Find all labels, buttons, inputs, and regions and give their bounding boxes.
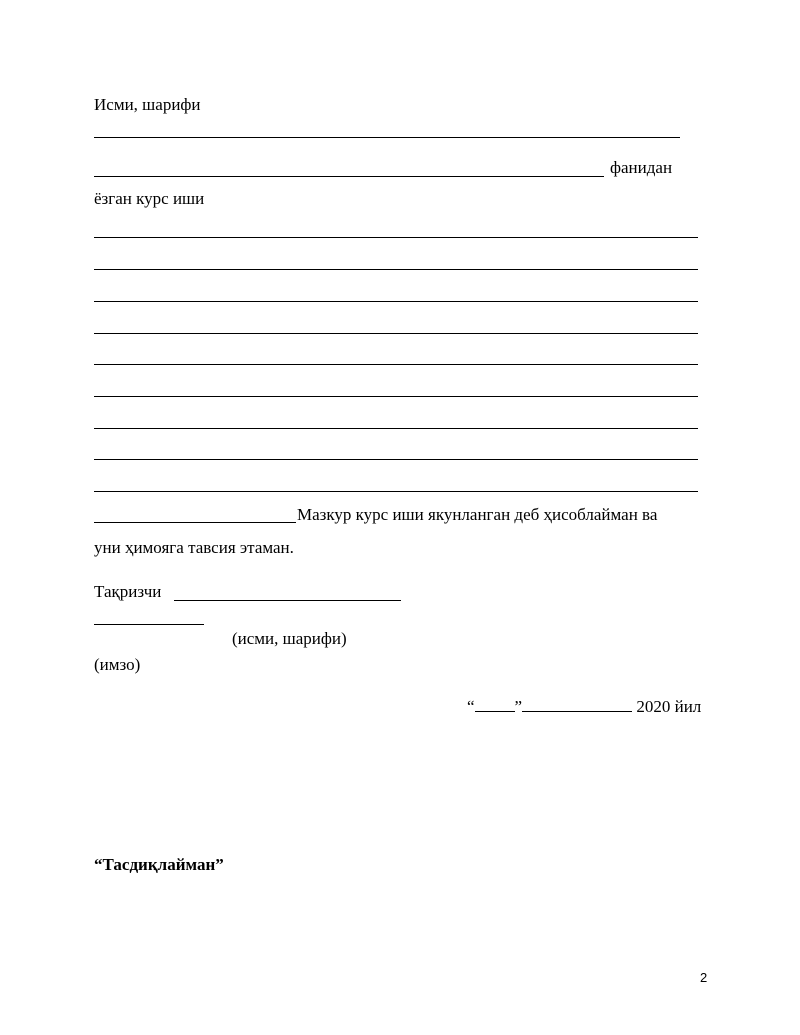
- conclusion-blank: [94, 522, 296, 523]
- signature-caption: (имзо): [94, 655, 141, 674]
- topic-line-7: [94, 428, 698, 429]
- date-close-quote: ”: [514, 697, 523, 716]
- topic-line-4: [94, 333, 698, 334]
- approve-label: “Тасдиқлайман”: [94, 855, 224, 874]
- topic-line-8: [94, 459, 698, 460]
- name-line: [94, 137, 680, 138]
- date-day-blank: [475, 697, 515, 712]
- date-month-blank: [522, 697, 632, 712]
- name-label: Исми, шарифи: [94, 95, 201, 114]
- date-year: 2020 йил: [636, 697, 702, 716]
- reviewer-label: Тақризчи: [94, 582, 162, 601]
- course-work-label: ёзган курс иши: [94, 189, 205, 208]
- topic-line-3: [94, 301, 698, 302]
- date-open-quote: “: [467, 697, 475, 716]
- conclusion-text-2: уни ҳимояга тавсия этаман.: [94, 538, 294, 557]
- subject-suffix: фанидан: [610, 158, 673, 177]
- topic-line-9: [94, 491, 698, 492]
- topic-line-6: [94, 396, 698, 397]
- topic-line-1: [94, 237, 698, 238]
- topic-line-2: [94, 269, 698, 270]
- subject-line: [94, 176, 604, 177]
- topic-line-5: [94, 364, 698, 365]
- page-number: 2: [700, 970, 708, 985]
- name-caption: (исми, шарифи): [232, 629, 347, 648]
- conclusion-text: Мазкур курс иши якунланган деб ҳисоблайман ва: [297, 505, 658, 524]
- date-line: [467, 697, 701, 717]
- signature-line: [94, 624, 204, 625]
- reviewer-name-line: [174, 600, 401, 601]
